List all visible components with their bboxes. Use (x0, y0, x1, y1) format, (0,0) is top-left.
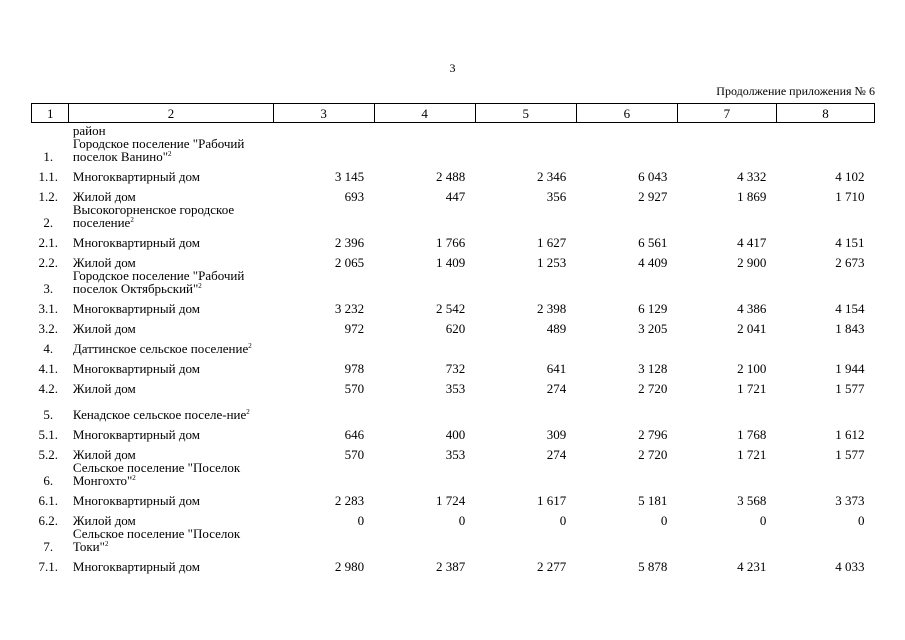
value-cell: 2 396 (334, 235, 365, 250)
row-number: 3.1. (38, 301, 58, 316)
value-cell (374, 461, 475, 487)
value-cell: 2 796 (638, 427, 668, 442)
column-header: 4 (374, 104, 475, 123)
value-cell: 1 612 (835, 427, 865, 442)
value-cell: 2 065 (334, 255, 365, 270)
row-name-cell (69, 203, 273, 229)
row-number: 5. (43, 407, 54, 422)
value-cell: 5 181 (638, 493, 668, 508)
value-cell: 1 253 (537, 255, 567, 270)
value-cell: 3 128 (638, 361, 668, 376)
value-cell: 6 043 (638, 169, 668, 184)
table-row (32, 315, 875, 335)
value-cell: 2 720 (638, 381, 668, 396)
value-cell (776, 461, 874, 487)
column-header: 6 (576, 104, 677, 123)
value-cell: 4 332 (737, 169, 767, 184)
row-number (32, 123, 69, 138)
data-table (31, 103, 875, 573)
row-name: Многоквартирный дом (72, 361, 200, 376)
table-row (32, 123, 875, 138)
value-cell: 1 766 (435, 235, 466, 250)
table-row (32, 335, 875, 355)
value-cell: 2 346 (537, 169, 567, 184)
row-name: Многоквартирный дом (72, 235, 200, 250)
value-cell (374, 395, 475, 421)
value-cell: 1 409 (435, 255, 466, 270)
row-number: 4.1. (38, 361, 58, 376)
row-number: 1.2. (38, 189, 58, 204)
row-name-cell (69, 355, 273, 375)
row-number: 7. (43, 539, 54, 554)
value-cell: 2 277 (537, 559, 567, 574)
value-cell (273, 137, 374, 163)
value-cell (576, 203, 677, 229)
row-number: 2. (43, 215, 54, 230)
footnote-marker: 2 (246, 408, 250, 416)
row-name: Кенадское сельское поселе-ние (72, 407, 247, 422)
row-number: 3. (43, 281, 54, 296)
value-cell: 274 (546, 447, 567, 462)
row-name-cell (69, 527, 273, 553)
footnote-marker: 2 (248, 342, 252, 350)
row-name-cell (69, 137, 273, 163)
value-cell: 356 (546, 189, 567, 204)
value-cell: 2 398 (537, 301, 567, 316)
value-cell: 732 (445, 361, 466, 376)
value-cell (374, 123, 475, 138)
row-name-cell (69, 421, 273, 441)
row-name-cell (69, 553, 273, 573)
value-cell (677, 137, 776, 163)
column-header: 2 (69, 104, 273, 123)
table-row (32, 249, 875, 269)
value-cell: 447 (445, 189, 466, 204)
footnote-marker: 2 (198, 282, 202, 290)
column-header: 5 (475, 104, 576, 123)
value-cell (677, 203, 776, 229)
value-cell: 1 843 (835, 321, 865, 336)
continuation-label: Продолжение приложения № 6 (716, 84, 875, 98)
value-cell (273, 203, 374, 229)
value-cell (776, 123, 874, 138)
value-cell (374, 269, 475, 295)
value-cell: 1 869 (737, 189, 767, 204)
value-cell (273, 527, 374, 553)
value-cell: 3 145 (334, 169, 365, 184)
value-cell (576, 527, 677, 553)
row-number: 6. (43, 473, 54, 488)
row-number: 1. (43, 149, 54, 164)
value-cell: 978 (344, 361, 365, 376)
value-cell: 4 151 (835, 235, 865, 250)
value-cell (273, 123, 374, 138)
row-name-cell (69, 335, 273, 355)
value-cell: 2 283 (334, 493, 365, 508)
row-name-cell (69, 163, 273, 183)
value-cell: 1 724 (435, 493, 466, 508)
value-cell: 2 927 (638, 189, 668, 204)
table-row (32, 137, 875, 163)
value-cell: 2 980 (334, 559, 365, 574)
value-cell (677, 335, 776, 355)
column-header: 1 (32, 104, 69, 123)
value-cell: 2 720 (638, 447, 668, 462)
table-row (32, 441, 875, 461)
footnote-marker: 2 (132, 474, 136, 482)
value-cell (677, 123, 776, 138)
value-cell: 6 129 (638, 301, 668, 316)
row-name: Многоквартирный дом (72, 427, 200, 442)
value-cell (273, 269, 374, 295)
value-cell: 4 033 (835, 559, 865, 574)
value-cell (374, 203, 475, 229)
value-cell (475, 203, 576, 229)
row-number: 3.2. (38, 321, 58, 336)
value-cell: 0 (559, 513, 567, 528)
value-cell: 2 900 (737, 255, 767, 270)
value-cell: 0 (458, 513, 466, 528)
row-name-cell (69, 295, 273, 315)
table-row (32, 229, 875, 249)
table-row (32, 421, 875, 441)
table-row (32, 507, 875, 527)
row-name-cell (69, 183, 273, 203)
footnote-marker: 2 (168, 150, 172, 158)
value-cell: 1 721 (737, 381, 767, 396)
row-name: Многоквартирный дом (72, 301, 200, 316)
table-row (32, 375, 875, 395)
table-row (32, 203, 875, 229)
value-cell: 570 (344, 381, 365, 396)
row-number: 1.1. (38, 169, 58, 184)
value-cell (475, 269, 576, 295)
value-cell: 1 577 (835, 447, 865, 462)
value-cell: 3 568 (737, 493, 767, 508)
row-name: Многоквартирный дом (72, 559, 200, 574)
value-cell (475, 395, 576, 421)
row-name: Городское поселение "Рабочий поселок Ванино" (72, 136, 245, 164)
row-name: Жилой дом (72, 189, 136, 204)
row-name-cell (69, 249, 273, 269)
value-cell: 400 (445, 427, 466, 442)
value-cell (677, 461, 776, 487)
value-cell: 4 231 (737, 559, 767, 574)
value-cell (576, 123, 677, 138)
value-cell: 0 (357, 513, 365, 528)
value-cell (776, 269, 874, 295)
value-cell: 620 (445, 321, 466, 336)
row-number: 4. (43, 341, 54, 356)
value-cell (475, 137, 576, 163)
value-cell (576, 335, 677, 355)
table-row (32, 269, 875, 295)
value-cell: 1 768 (737, 427, 767, 442)
row-number: 4.2. (38, 381, 58, 396)
column-header: 8 (776, 104, 874, 123)
row-name: Городское поселение "Рабочий поселок Октябрьский" (72, 268, 245, 296)
value-cell: 309 (546, 427, 567, 442)
row-name: Жилой дом (72, 447, 136, 462)
row-number: 2.1. (38, 235, 58, 250)
table-row (32, 355, 875, 375)
table-row (32, 461, 875, 487)
row-number: 5.1. (38, 427, 58, 442)
value-cell: 4 417 (737, 235, 767, 250)
value-cell: 2 673 (835, 255, 865, 270)
row-name: Жилой дом (72, 321, 136, 336)
value-cell: 1 617 (537, 493, 567, 508)
value-cell: 3 232 (334, 301, 365, 316)
row-name: Даттинское сельское поселение (72, 341, 249, 356)
value-cell: 353 (445, 447, 466, 462)
value-cell: 646 (344, 427, 365, 442)
row-name: Многоквартирный дом (72, 169, 200, 184)
value-cell: 570 (344, 447, 365, 462)
row-name-cell (69, 461, 273, 487)
value-cell: 3 205 (638, 321, 668, 336)
table-row (32, 163, 875, 183)
value-cell (677, 269, 776, 295)
value-cell (776, 203, 874, 229)
value-cell: 4 102 (835, 169, 865, 184)
row-name-cell (69, 269, 273, 295)
value-cell: 4 409 (638, 255, 668, 270)
value-cell (273, 461, 374, 487)
page-number: 3 (449, 61, 456, 75)
value-cell: 4 386 (737, 301, 767, 316)
value-cell: 1 944 (835, 361, 865, 376)
value-cell: 3 373 (835, 493, 865, 508)
row-name-cell (69, 123, 273, 138)
row-number: 2.2. (38, 255, 58, 270)
row-name-cell (69, 229, 273, 249)
table-row (32, 527, 875, 553)
value-cell (776, 395, 874, 421)
value-cell: 0 (858, 513, 865, 528)
value-cell (374, 527, 475, 553)
value-cell: 4 154 (835, 301, 865, 316)
value-cell (576, 137, 677, 163)
value-cell (576, 461, 677, 487)
value-cell (475, 527, 576, 553)
row-number: 6.1. (38, 493, 58, 508)
value-cell (475, 461, 576, 487)
table-body (32, 123, 875, 574)
value-cell: 1 577 (835, 381, 865, 396)
value-cell: 693 (344, 189, 365, 204)
value-cell (273, 395, 374, 421)
row-name-cell (69, 507, 273, 527)
column-header: 3 (273, 104, 374, 123)
value-cell (374, 137, 475, 163)
row-name: Сельское поселение "Поселок Монгохто" (72, 460, 241, 488)
value-cell: 5 878 (638, 559, 668, 574)
row-name-cell (69, 375, 273, 395)
value-cell (677, 527, 776, 553)
value-cell: 2 100 (737, 361, 767, 376)
value-cell (576, 395, 677, 421)
value-cell (576, 269, 677, 295)
row-name: Жилой дом (72, 381, 136, 396)
value-cell (776, 527, 874, 553)
column-header: 7 (677, 104, 776, 123)
value-cell: 0 (660, 513, 668, 528)
table-row (32, 487, 875, 507)
row-name: Жилой дом (72, 513, 136, 528)
row-number: 6.2. (38, 513, 58, 528)
value-cell: 1 721 (737, 447, 767, 462)
value-cell: 274 (546, 381, 567, 396)
footnote-marker: 2 (104, 540, 109, 548)
value-cell (273, 335, 374, 355)
value-cell: 1 710 (835, 189, 865, 204)
value-cell (776, 335, 874, 355)
table-row (32, 183, 875, 203)
value-cell: 353 (445, 381, 466, 396)
value-cell: 972 (344, 321, 365, 336)
row-name-cell (69, 395, 273, 421)
header-row (32, 104, 875, 123)
value-cell (475, 123, 576, 138)
row-name: Жилой дом (72, 255, 136, 270)
footnote-marker: 2 (130, 216, 134, 224)
table-row (32, 395, 875, 421)
value-cell: 2 387 (435, 559, 466, 574)
row-name-cell (69, 315, 273, 335)
value-cell (776, 137, 874, 163)
row-name: район (72, 123, 106, 138)
value-cell: 1 627 (537, 235, 567, 250)
value-cell: 6 561 (638, 235, 668, 250)
row-name-cell (69, 487, 273, 507)
row-number: 5.2. (38, 447, 58, 462)
value-cell: 2 488 (435, 169, 466, 184)
row-name-cell (69, 441, 273, 461)
table-row (32, 553, 875, 573)
row-number: 7.1. (38, 559, 58, 574)
value-cell: 489 (546, 321, 567, 336)
value-cell (475, 335, 576, 355)
value-cell: 2 542 (435, 301, 466, 316)
value-cell: 641 (546, 361, 567, 376)
value-cell: 2 041 (737, 321, 767, 336)
value-cell (677, 395, 776, 421)
value-cell (374, 335, 475, 355)
value-cell: 0 (759, 513, 767, 528)
table-row (32, 295, 875, 315)
row-name: Сельское поселение "Поселок Токи" (72, 526, 241, 554)
row-name: Многоквартирный дом (72, 493, 200, 508)
row-name: Высокогорненское городское поселение (72, 202, 235, 230)
